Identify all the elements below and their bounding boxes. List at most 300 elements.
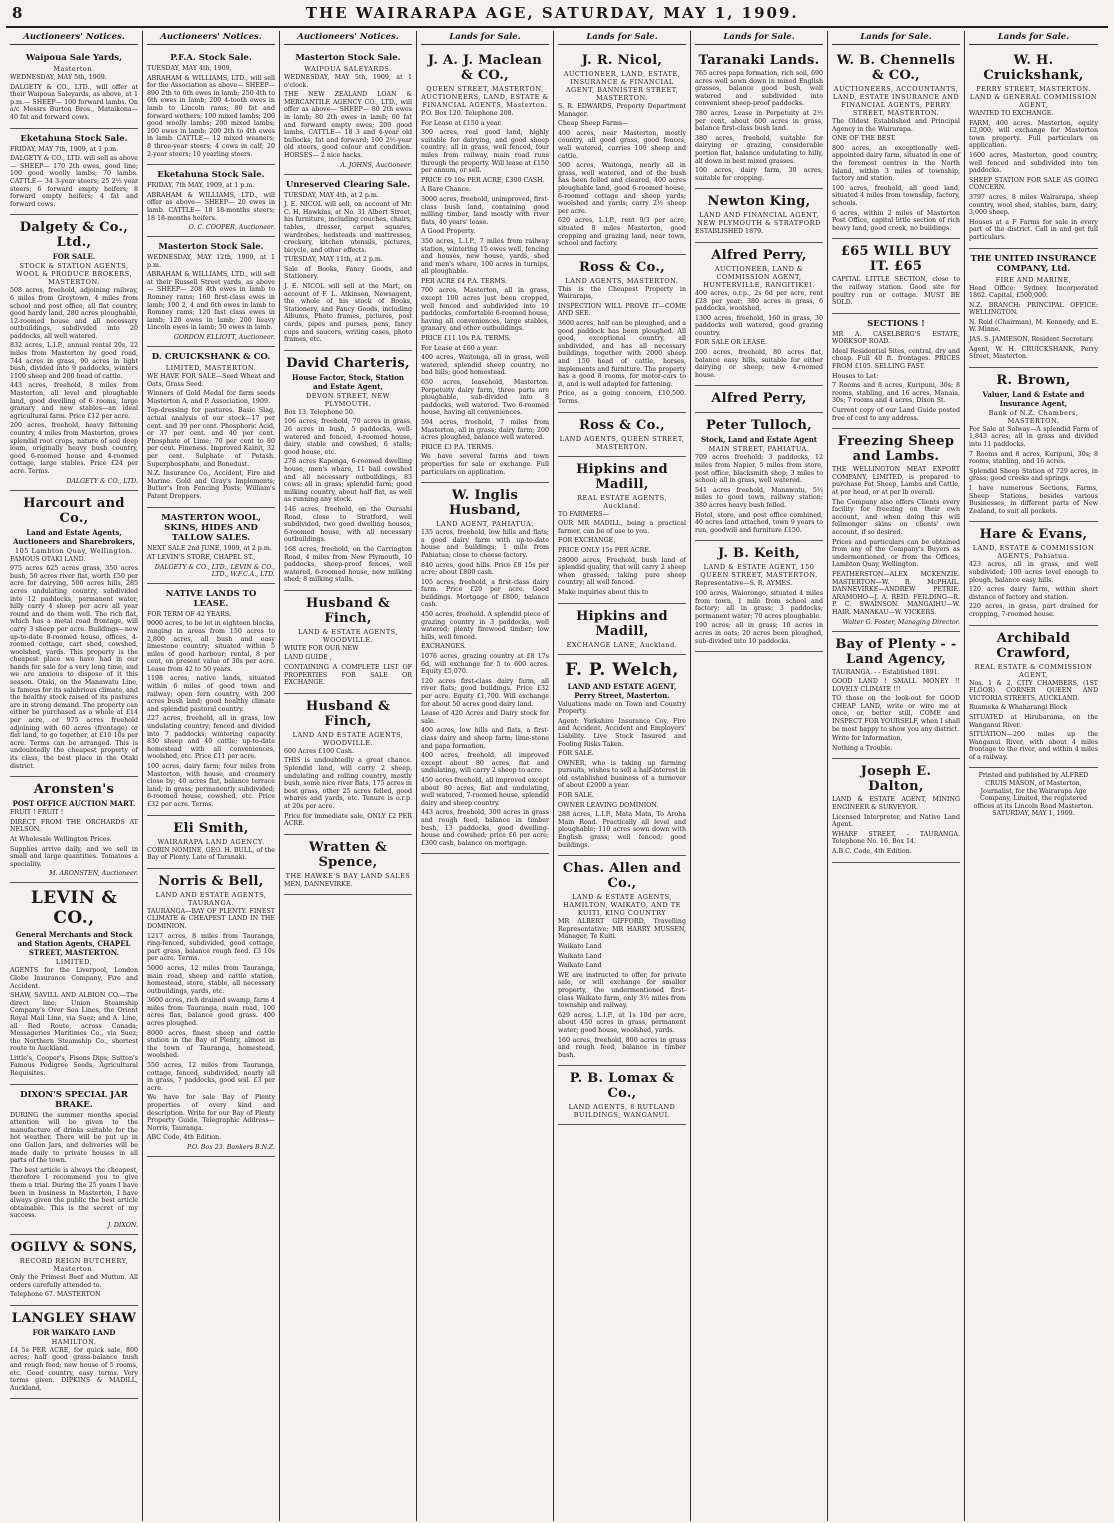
ad-paragraph: TAURANGA. - - Established 1891. xyxy=(832,668,940,676)
advertisement xyxy=(969,368,1098,523)
ad-subtitle: LAND & ESTATE AGENT, 150 QUEEN STREET, MASTERTON. xyxy=(700,563,818,580)
ad-paragraph: 1300 acres, freehold, 160 in grass, 30 paddocks well watered, good grazing country. xyxy=(695,314,823,337)
advertisement xyxy=(147,165,275,237)
ad-paragraph: 120 acres dairy farm, within short distance of factory and station. xyxy=(969,586,1098,601)
ad-paragraph: 800 acres, an exceptionally well-appointed dairy farm, situated in one of the foremost centres in the North Island, within 3 miles of township, factory and station. xyxy=(832,144,960,183)
ad-paragraph: CONTAINING A COMPLETE LIST OF PROPERTIES FOR SALE OR EXCHANGE. xyxy=(284,664,412,687)
ad-paragraph: 120 acres first-class dairy farm, all river flats; good buildings. Price £32 per acre. Equity £1,700. Will exchange for about 50 acres good dairy land. xyxy=(421,677,549,708)
ad-signature: DALGETY & CO., LTD. xyxy=(66,477,138,485)
ad-headline: Ross & Co., xyxy=(578,417,666,433)
ad-paragraph: OUR MR MADILL, being a practical farmer, can be of use to you. xyxy=(558,520,686,535)
ad-paragraph: WEDNESDAY, MAY 5th, 1909, at 1 o'clock. xyxy=(284,74,412,89)
advertisement xyxy=(147,869,275,1157)
ad-subtitle: LAND AND FINANCIAL AGENT, NEW PLYMOUTH & STRATFORD xyxy=(697,211,821,228)
column-2 xyxy=(143,31,280,1521)
ad-paragraph: ABC Code, 4th Edition. xyxy=(147,1134,222,1142)
advertisement xyxy=(695,48,823,189)
ad-paragraph: At Wholesale Wellington Prices. xyxy=(10,835,112,843)
ad-signature: DALGETY & CO., LTD., LEVIN & CO., LTD., W.F.C.A., LTD. xyxy=(154,563,275,578)
ad-paragraph: 975 acres 625 acres grass, 350 acres bush, 50 acres river flat, worth £50 per acre for dairying, 500 acres hills, 285 acres undulating country, subdivided into 12 paddocks, permanent water, hilly carry 4 sheep per acre all year round and do them well. The rich flat, which has a metal road frontage, will carry 3 sheep per acre. Buildings—new up-to-date 8-roomed house, offices, 4-roomed cottage, cart shed, cowshed, woolshed, yards. This property is the cheapest place we have had in our hands for sale for a very long time, and we are anxious to dispose of it this season. Otaki, on the Manawatu Line, is famous for its salubrious climate, and the healthy stock raised of its pastures are in strong demand. The property can either be purchased as a whole at £14 per acre, or 975 acres freehold adjoining with 60 acres (frontage) or flat land, to go together, at £10 10s per acre. Terms can be arranged. This is undoubtedly the cheapest property of its class, the best place in the Otaki district. xyxy=(10,565,138,770)
column-heading: Lands for Sale. xyxy=(421,31,549,45)
advertisement xyxy=(969,626,1098,769)
ad-paragraph: For Lease at £150 a year. xyxy=(421,119,502,127)
ad-heading: DIXON'S SPECIAL JAR BRAKE. xyxy=(20,1089,128,1110)
advertisement xyxy=(284,694,412,835)
ad-paragraph: WE HAVE FOR SALE—Seed Wheat and Oats, Grass Seed. xyxy=(147,373,275,388)
ad-paragraph: LAND GUIDE , xyxy=(284,654,332,662)
ad-paragraph: 105 acres, freehold, a first-class dairy farm. Price £20 per acre. Good buildings. Mortgage of £800, balance cash. xyxy=(421,578,549,609)
ad-paragraph: FRUIT ! FRUIT ! xyxy=(10,809,64,817)
ad-paragraph: WANTED TO EXCHANGE. xyxy=(969,110,1054,117)
page-number: 8 xyxy=(12,4,23,22)
ad-subheading: FOR WAIKATO LAND xyxy=(32,1327,116,1337)
ad-headline: Norris & Bell, xyxy=(158,873,264,889)
ad-paragraph: MR ALBERT GIFFORD, Travelling Representative; MR HARRY MUSSEN, Manager, Te Kuiti. xyxy=(558,918,686,941)
ad-subtitle: WAIRARAPA LAND AGENCY. xyxy=(157,837,265,846)
ad-subtitle: THE HAWKE'S BAY LAND SALES xyxy=(285,871,411,880)
ad-subtitle: LAND AGENTS, MASTERTON. xyxy=(565,276,679,285)
ad-subtitle: AUCTIONEER, LAND & COMMISSION AGENT, HUNTERVILLE, RANGITIKEI. xyxy=(703,264,815,289)
ad-subtitle: LAND & ESTATE AGENTS, HAMILTON, WAIKATO, AND TE KUITI, KING COUNTRY xyxy=(563,893,681,918)
ad-subheading: House Factor, Stock, Station and Estate Agent, xyxy=(292,372,404,391)
ad-headline: Taranaki Lands. xyxy=(698,53,820,68)
advertisement xyxy=(558,413,686,457)
ad-headline: Hipkins and Madill, xyxy=(576,608,668,639)
ad-paragraph: Splendid Sheep Station of 729 acres, in grass; good creeks and springs. xyxy=(969,467,1098,483)
ad-paragraph: 100 acres, dairy farm, 30 acres, suitable for cropping. xyxy=(695,167,823,182)
ad-paragraph: DALGETY & CO., LTD. will sell as above— SHEEP— 170 2th ewes, good line; 100 good woolly lambs; 70 lambs. CATTLE— 34 3-year steers; 25 2½ year steers; 6 forward empty heifers; 8 forward empty heifers; 4 fat and forward cows. xyxy=(10,155,138,208)
ad-subtitle: LAND AGENTS, QUEEN STREET, MASTERTON. xyxy=(559,434,685,451)
advertisement xyxy=(832,632,960,760)
advertisement xyxy=(969,249,1098,368)
ad-headline: W. Inglis Husband, xyxy=(448,488,522,519)
ad-paragraph: 288 acres, L.I.P., Mata Mata, To Aroha Main Road. Practically all level and ploughable; 110 acres sown down with English grass; well fenced; good buildings. xyxy=(558,811,686,849)
ad-paragraph: Waikato Land xyxy=(558,962,602,970)
column-4 xyxy=(417,31,554,1521)
ad-paragraph: A Good Property. xyxy=(421,228,476,236)
advertisement xyxy=(558,1066,686,1125)
ad-subheading: LAND AND ESTATE AGENT, Perry Street, Masterton. xyxy=(567,681,677,700)
ad-paragraph: ABRAHAM & WILLIAMS, LTD., will offer as above— SHEEP— 20 ewes in lamb. CATTLE— 18 18-months steers; 18 18-months heifers. xyxy=(147,191,275,222)
ad-paragraph: Valuations made on Town and Country Property. xyxy=(558,700,686,716)
ad-paragraph: A.B.C. Code, 4th Edition. xyxy=(832,848,912,855)
ad-subtitle: LIMITED, MASTERTON. xyxy=(165,364,257,373)
ad-paragraph: 7 Rooms and 8 acres, Kuripuni, 30s; 8 rooms, stabling, and 16 acres, Manaia, 30s; 7 rooms and 4 acres, Dixon St. xyxy=(832,382,960,405)
ad-paragraph: LAND & ESTATE AGENT, MINING ENGINEER & SURVEYOR. xyxy=(832,796,960,812)
ad-paragraph: 100 acres, freehold, all good land, situated 4 miles from township, factory, schools. xyxy=(832,184,960,207)
ad-paragraph: 168 acres, freehold, on the Carrington Road, 4 miles from New Plymouth, 10 paddocks, sheep-proof fences, well watered, 6-roomed house, new milking shed; 8 milking stalls. xyxy=(284,545,412,584)
ad-paragraph: WRITE FOR OUR NEW xyxy=(284,644,359,652)
ad-paragraph: 380 acres, freehold, suitable for dairying or grazing, considerable portion flat, balance undulating to hilly, all down in best mixed grasses. xyxy=(695,134,823,165)
ad-paragraph: WEDNESDAY, MAY 5th, 1909. xyxy=(10,74,107,81)
ad-paragraph: 400 acres, low hills and flats, a first-class dairy and sheep farm; lime-stone and papa formation. xyxy=(421,727,549,750)
ad-paragraph: 443 acres, freehold, 300 acres in grass and rough feed, balance in timber bush, 13 paddocks, good dwelling-house and cowshed; price £6 per acre; £300 cash, balance on mortgage. xyxy=(421,809,549,847)
ad-paragraph: 3600 acres, half can be ploughed, and a good paddock has been ploughed. All good, exceptional country, all subdivided, and has all necessary buildings, together with 2000 sheep and 150 head of cattle, horses, implements and furniture. The property has a good 8 rooms, for motor-cars to it, and is well adapted for fattening. xyxy=(558,320,686,388)
ad-paragraph: 200 acres, freehold, 80 acres flat, balance easy hills, suitable for either dairying or sheep; new 4-roomed house. xyxy=(695,349,823,379)
ad-headline: Harcourt and Co., xyxy=(23,495,125,526)
ad-paragraph: DURING the summer months special attention will be given to the manufacture of drinks suitable for the hot weather. There will be put up in one Gallon Jars, and deliveries will be made daily to private houses in all parts of the town. xyxy=(10,1111,138,1165)
ad-paragraph: Waikato Land xyxy=(558,943,602,950)
ad-subtitle: RECORD REIGN BUTCHERY, Masterton. xyxy=(19,1256,129,1273)
ad-paragraph: 190 acres; all in grass; 10 acres in acres in oats; 20 acres been ploughed, sub-divided into 10 paddocks. xyxy=(695,622,823,645)
ad-signature: M. ARONSTEN, Auctioneer. xyxy=(49,870,138,878)
advertisement xyxy=(832,314,960,430)
ad-subtitle: FIRE AND MARINE, xyxy=(995,275,1072,284)
ad-headline: LEVIN & CO., xyxy=(30,888,118,929)
ad-paragraph: Cheap Sheep Farms— xyxy=(558,120,629,128)
ad-heading: P.F.A. Stock Sale. xyxy=(170,53,252,63)
ad-paragraph: 1217 acres, 8 miles from Tauranga, ring-fenced, subdivided, good cottage, part grass, balance rough feed. £3 10s per acre. Terms. xyxy=(147,932,275,963)
ad-paragraph: Agent: Yorkshire Insurance Coy. Fire and Accident. Accident and Employers' Liability. Live Stock Insured and Fooling Risks Taken. xyxy=(558,717,686,748)
ad-paragraph: J. E. NICOL will sell at the Mart, on account of F. L. Atkinson, Newsagent, the whole of his stock of Books, Stationery, and Fancy Goods, including Albums, Photo frames, pictures, post cards, pipes and purses, pens, fancy cups and saucers, writing cases, photo frames, etc. xyxy=(284,283,412,344)
ad-heading: SECTIONS ! xyxy=(867,318,925,329)
ad-paragraph: 443 acres, freehold, 8 miles from Masterton, all level and ploughable land, good dwelling of 6 rooms, large granary and new stables—an ideal agricultural farm. Price £12 per acre. xyxy=(10,382,138,420)
advertisement xyxy=(421,48,549,483)
ad-paragraph: 8000 acres, finest sheep and cattle station in the Bay of Plenty, almost in the town of Tauranga, homestead, woolshed. xyxy=(147,1029,275,1060)
ad-paragraph: COBIN NOMINE, GEO. H. BULL, of the Bay of Plenty. Late of Taranaki. xyxy=(147,846,275,862)
ad-paragraph: DIRECT FROM THE ORCHARDS AT NELSON. xyxy=(10,818,138,834)
ad-signature: GORDON ELLIOTT, Auctioneer. xyxy=(173,334,275,342)
ad-paragraph: FEATHERSTON—ALEX MCKENZIE. MASTERTON—W. B. McPHAIL. DANNEVIRKE—ANDREW PETRIE. ARAMOHO—J. A. REID. FEILDING—R. P. C. SWAINSON. MANGAIHU—W. HAIR. MANAKAU—W. VICKERS. xyxy=(832,570,960,616)
ad-paragraph: ESTABLISHED 1879. xyxy=(695,228,764,236)
ad-paragraph: Sale of Books, Fancy Goods, and Stationery. xyxy=(284,265,412,281)
ad-headline: Aronsten's xyxy=(33,782,115,798)
advertisement xyxy=(558,48,686,255)
ad-paragraph: AT LEVIN'S STORE, CHAPEL ST., xyxy=(147,554,256,562)
advertisement xyxy=(10,777,138,883)
ad-paragraph: 500 acres, Waitonga, nearly all in grass, well watered, and of the bush has been felled and cleared, 400 acres ploughable land, good 6-roomed house, 6-roomed cottage and sheep yards; woolshed and yards; carry 2½ sheep per acre. xyxy=(558,162,686,215)
ad-paragraph: 765 acres papa formation, rich soil, 690 acres well sown down in mixed English grasses, balance good bush, well watered and subdivided into convenient sheep-proof paddocks. xyxy=(695,70,823,108)
ad-paragraph: 1076 acres, grazing country at £8 17s 6d, will exchange for 5 to 600 acres. Equity £5,070. xyxy=(421,653,549,676)
advertisement xyxy=(832,48,960,239)
ad-paragraph: MEN, DANNEVIRKE. xyxy=(284,880,353,888)
ad-paragraph: P.O. Box 120. Telephone 208. xyxy=(421,110,514,117)
ad-paragraph: 400 acres, o.r.p., 2s 6d per acre, rent £28 per year; 380 acres in grass, 6 paddocks, woolshed. xyxy=(695,289,823,313)
ad-paragraph: WEDNESDAY, MAY 12th, 1909, at 1 p.m. xyxy=(147,254,275,269)
ad-paragraph: TO those on the look-out for GOOD CHEAP LAND, write or wire me at once, or, better still, COME and INSPECT FOR YOURSELF, when I shall be most happy to show you any district. xyxy=(832,695,960,733)
ad-paragraph: This is the Cheapest Property in Wairarapa, xyxy=(558,285,686,301)
ad-paragraph: The Company also offers Clients every facility for freezing on their own account, and when doing this will fellmonger skins on clients' own account, if so desired. xyxy=(832,498,960,536)
advertisement xyxy=(284,351,412,591)
ad-paragraph: Winners of Gold Medal for farm seeds Masterton A. and P. Association, 1909. xyxy=(147,390,275,405)
ad-heading: NATIVE LANDS TO LEASE. xyxy=(165,588,257,609)
advertisement xyxy=(421,483,549,854)
imprint-footer: Printed and published by ALFRED CRUIS MASON, of Masterton, Journalist, for the Wairarapa Age Company, Limited, the registered offices at its Lincoln Road Masterton. SATURDAY, MAY 1, 1909. xyxy=(973,772,1094,818)
ad-paragraph: THE WELLINGTON MEAT EXPORT COMPANY, LIMITED, is prepared to purchase Fat Sheep, Lambs and Cattle, at per head, or at per lb overall. xyxy=(832,466,960,496)
ad-subtitle: WAIPOUA SALEYARDS. xyxy=(304,65,392,73)
ad-paragraph: 3600 acres, rich drained swamp, farm 4 miles from Tauranga, main road, 100 acres flax, balance good grass. 400 acres ploughed. xyxy=(147,997,275,1028)
ad-paragraph: Price, as a going concern, £10,500. Terms. xyxy=(558,390,686,405)
ad-paragraph: NEXT SALE 2nd JUNE, 1909, at 2 p.m. xyxy=(147,544,272,552)
ad-paragraph: WHARF STREET, - TAURANGA. Telephone No. 16. Box 14. xyxy=(832,830,960,846)
ad-headline: OGILVY & SONS, xyxy=(10,1239,138,1255)
ad-paragraph: 650 acres, leasehold, Masterton. Perpetuity dairy farm, three parts are ploughable, sub-divided into 8 paddocks, well watered. Two 6-roomed house, having all conveniences. xyxy=(421,379,549,417)
ad-subtitle: STOCK & STATION AGENTS, WOOL & PRODUCE BROKERS, MASTERTON. xyxy=(16,262,132,287)
ad-headline: J. B. Keith, xyxy=(717,546,801,562)
ad-paragraph: 400 acres, near Masterton, mostly country, all good grass, good fences, well watered, carries 100 sheep and cattle. xyxy=(558,129,686,160)
ad-paragraph: 541 acres freehold, Manawatu, 5½ miles to good town, railway station; 380 acres heavy bush felled. xyxy=(695,486,823,509)
ad-paragraph: Little's, Cooper's, Fisons Dips; Sutton's Famous Pedigree Seeds, Agricultural Requisites. xyxy=(10,1054,138,1078)
advertisement xyxy=(558,655,686,857)
ad-paragraph: OWNER LEAVING DOMINION. xyxy=(558,801,659,809)
ad-paragraph: 1600 acres, Masterton, good country, well fenced and subdivided into ten paddocks. xyxy=(969,151,1098,175)
ad-headline: P. B. Lomax & Co., xyxy=(569,1071,675,1102)
ad-paragraph: PRICE £9 10s PER ACRE, £300 CASH. xyxy=(421,176,545,184)
ad-paragraph: 6 acres, within 2 miles of Masterton Post Office, capital little section of rich heavy land, good creek, no buildings. xyxy=(832,209,960,232)
ad-paragraph: FOR SALE OR LEASE. xyxy=(695,339,768,347)
column-3 xyxy=(280,31,417,1521)
ad-headline: Chas. Allen and Co., xyxy=(562,861,682,892)
advertisement xyxy=(695,189,823,243)
ad-paragraph: 508 acres, freehold, adjoining railway, 6 miles from Greytown, 4 miles from school and post office, all flat country, good hardy land, 280 acres ploughable, 12-roomed house and all necessary outbuildings, subdivided into 20 paddocks, all well watered. xyxy=(10,287,138,340)
ad-signature: O. C. COOPER, Auctioneer. xyxy=(188,224,275,232)
column-heading: Auctioneers' Notices. xyxy=(147,31,275,45)
ad-paragraph: 9000 acres, to be let in eighteen blocks, ranging in areas from 150 acres to 2,800 acres, all bush and easy limestone country; situated within 5 miles of good harbour; rental, 8 per cent, on present value of 30s per acre. Lease from 42 to 50 years. xyxy=(147,620,275,673)
ad-paragraph: JAS. S. JAMIESON, Resident Secretary. xyxy=(969,336,1094,344)
advertisement xyxy=(695,541,823,652)
ad-paragraph: SITUATED at Hirubarama, on the Wanganui River. xyxy=(969,713,1098,729)
ad-paragraph: AGENTS for the Liverpool, London Globe Insurance Company, Fire and Accident. xyxy=(10,967,138,990)
ad-subtitle: AUCTIONEERS, ACCOUNTANTS, LAND, ESTATE INSURANCE AND FINANCIAL AGENTS, PERRY STREET, MASTERTON. xyxy=(832,85,960,117)
ad-heading: Eketahuna Stock Sale. xyxy=(20,133,128,144)
ad-paragraph: 3797 acres, 8 miles Wairarapa, sheep country, wool shed, stables, barn, dairy, 3,000 sheep. xyxy=(969,193,1098,217)
ad-paragraph: Ruameka & Whaharangi Block xyxy=(969,704,1068,712)
advertisement xyxy=(695,243,823,387)
ad-paragraph: We have for sale Bay of Plenty properties of every kind and description. Write for our Bay of Plenty Property Guide. Telegraphic Address—Norris, Tauranga. xyxy=(147,1094,275,1132)
ad-paragraph: CAPITAL LITTLE SECTION, close to the railway station. Good site for poultry run or cottage. MUST BE SOLD. xyxy=(832,276,960,307)
advertisement xyxy=(832,759,960,862)
ad-paragraph: 200 acres, freehold, heavy fattening country, 4 miles from Masterton, grows splendid root crops, nature of soil deep loam, originally heavy bush country, good 6-roomed house and 4-roomed cottage, large stables. Price £24 per acre. Terms. xyxy=(10,422,138,475)
column-heading: Auctioneers' Notices. xyxy=(284,31,412,45)
advertisement xyxy=(147,48,275,165)
ad-paragraph: PRICE £11 10s P.A. TERMS. xyxy=(421,335,511,343)
column-6 xyxy=(691,31,828,1521)
advertisement xyxy=(284,175,412,351)
ad-paragraph: 620 acres, L.I.P., rent 9/3 per acre, situated 8 miles Masterton, good cropping and grazing land, near town, school and factory. xyxy=(558,217,686,248)
ad-paragraph: Ideal Residential Sites, central, dry and cheap. Full 40 ft. frontages. PRICES FROM £105. SELLING FAST. xyxy=(832,347,960,371)
ad-paragraph: FOR SALE. xyxy=(558,792,594,800)
ad-paragraph: A Rare Chance. xyxy=(421,186,471,194)
ad-subtitle: 105 Lambton Quay, Wellington. xyxy=(15,546,133,555)
ad-paragraph: 594 acres, freehold, 7 miles from Masterton, all in grass; dairy farm; 200 acres ploughed, balance well watered. xyxy=(421,418,549,442)
ad-paragraph: 709 acres freehold; 3 paddocks, 12 miles from Napier, 5 miles from store, post office, blacksmith shop; 3 miles to school; all in grass, well watered. xyxy=(695,454,823,485)
ad-paragraph: 1198 acres, native lands, situated within 6 miles of good town and railway; open fern country, with 200 acres bush land; good healthy climate and splendid pastoral country. xyxy=(147,675,275,713)
ad-paragraph: Write for Information, xyxy=(832,735,903,743)
ad-paragraph: 100 acres, dairy farm; four miles from Masterton, with house, and creamery close by; 40 acres flat, balance terrace land; in grass; permanently subdivided; 6-roomed house, cowshed, etc. Price £32 per acre. Terms. xyxy=(147,763,275,808)
ad-paragraph: THE NEW ZEALAND LOAN & MERCANTILE AGENCY CO., LTD., will offer as above— SHEEP— 80 2th ewes in lamb; 80 2th ewes in lamb; 60 fat and forward empty ewes; 200 good lambs. CATTLE— 18 3 and 4-year old bullocks, fat and forward; 100 2½-year old steers, good colour and condition. HORSES— 2 nice hacks. xyxy=(284,91,412,159)
ad-headline: J. R. Nicol, xyxy=(581,53,663,68)
ad-paragraph: 227 acres, freehold, all in grass, low undulating country; fenced and divided into 7 paddocks; wintering capacity 830 sheep and 40 cattle; up-to-date homestead with all conveniences, woolshed, etc. Price £11 per acre. xyxy=(147,715,275,761)
ad-paragraph: 350 acres, L.I.P., 7 miles from railway station, wintering 15 ewes well, fencing and houses, new house, yards, shed and men's whare, 100 acres in turnips, all ploughable. xyxy=(421,237,549,276)
ad-subtitle: LAND AND ESTATE AGENTS, WOODVILLE. xyxy=(292,730,404,747)
ad-subheading: POST OFFICE AUCTION MART. xyxy=(12,799,136,809)
ad-paragraph: PRICE ONLY 15s PER ACRE. xyxy=(558,546,652,554)
ad-paragraph: N.Z. Insurance Co., Accident, Fire and Marine. Gold and Gray's Implements; Butter's Iron Fencing Posts; William's Patent Droppers. xyxy=(147,470,275,500)
ad-headline: Peter Tulloch, xyxy=(706,418,812,434)
advertisement xyxy=(969,522,1098,625)
advertisement xyxy=(558,255,686,413)
ad-paragraph: 629 acres, L.I.P., at 1s 10d per acre, about 450 acres in grass, permanent water; good house, woolshed, yards. xyxy=(558,1011,686,1034)
ad-paragraph: Make inquiries about this to xyxy=(558,588,649,596)
ad-headline: Hipkins and Madill, xyxy=(576,461,668,492)
ad-headline: Ross & Co., xyxy=(578,259,666,275)
advertisement xyxy=(284,48,412,175)
ad-heading: Unreserved Clearing Sale. xyxy=(285,179,411,190)
ad-headline: W. H. Cruickshank, xyxy=(983,53,1084,83)
ad-paragraph: N. Reid (Chairman), M. Kennedy, and E. W. Minne. xyxy=(969,318,1098,334)
advertisement xyxy=(10,215,138,490)
ad-signature: J. DIXON. xyxy=(107,1221,138,1229)
advertisement xyxy=(10,491,138,778)
advertisement xyxy=(10,1085,138,1235)
ad-paragraph: 400 acres, freehold, all improved except about 80 acres, flat and undulating, will carry 2 sheep to acre. xyxy=(421,752,549,775)
ad-paragraph: FARM, 400 acres. Masterton, equity £2,000; will exchange for Masterton town property. Full particulars on application. xyxy=(969,119,1098,150)
column-5 xyxy=(554,31,691,1521)
ad-paragraph: Licensed Interpreter, and Native Land Agent. xyxy=(832,813,960,829)
ad-headline: Bay of Plenty - - Land Agency, xyxy=(835,636,957,667)
ad-paragraph: For Lease at £60 a year. xyxy=(421,344,498,352)
ad-headline: F. P. Welch, xyxy=(565,659,679,680)
ad-paragraph: 423 acres, all in grass, and well subdivided; 100 acres level enough to plough, balance easy hills. xyxy=(969,561,1098,584)
ad-heading: MASTERTON WOOL, SKINS, HIDES AND TALLOW SALES. xyxy=(161,512,261,543)
ad-paragraph: Only the Primest Beef and Mutton. All orders carefully attended to. xyxy=(10,1273,138,1289)
ad-subtitle: REAL ESTATE AGENTS, Auckland. xyxy=(577,493,667,510)
ad-paragraph: 28000 acres, Freehold, bush land of splendid quality, that will carry 2 sheep when grassed; taking pure sheep country; all well fenced. xyxy=(558,556,686,587)
advertisement xyxy=(284,835,412,896)
ad-signature: Walter G. Foster, Managing Director. xyxy=(842,618,960,626)
ad-paragraph: 840 acres, good hills. Price £8 15s per acre; about £800 cash. xyxy=(421,561,549,577)
column-heading: Auctioneers' Notices. xyxy=(10,31,138,45)
ad-subtitle: QUEEN STREET, MASTERTON, AUCTIONEERS, LAND, ESTATE & FINANCIAL AGENTS, Masterton. xyxy=(421,85,549,109)
ad-signature: P.O. Box 23. Bankers B.N.Z. xyxy=(187,1143,275,1151)
ad-heading: Masterton Stock Sale. xyxy=(295,53,401,63)
columns xyxy=(6,31,1108,1521)
advertisement xyxy=(969,48,1098,249)
ad-paragraph: Agent, W. H. CRUICKSHANK, Perry Street, Masterton. xyxy=(969,345,1098,361)
ad-paragraph: The Oldest Established and Principal Agency in the Wairarapa. xyxy=(832,118,960,133)
ad-paragraph: Price for immediate sale, ONLY £2 PER ACRE. xyxy=(284,812,412,828)
ad-heading: Eketahuna Stock Sale. xyxy=(157,170,265,181)
ad-paragraph: 450 acres, freehold. A splendid piece of grazing country in 3 paddocks, well watered; plenty firewood timber; low hills, well fenced. xyxy=(421,611,549,641)
advertisement xyxy=(147,584,275,816)
ad-paragraph: FAMOUS OTAKI LAND. xyxy=(10,555,86,563)
advertisement xyxy=(558,457,686,604)
ad-paragraph: 450 acres freehold, all improved except about 80 acres, flat and undulating, well watered, 7-roomed house, splendid dairy and sheep country. xyxy=(421,776,549,807)
ad-paragraph: Representative—S. R. AYMES. xyxy=(695,580,793,588)
page-title: THE WAIRARAPA AGE, SATURDAY, MAY 1, 1909. xyxy=(305,4,799,22)
ad-paragraph: 300 acres, real good land, highly suitable for dairying, and good sheep country; all in grass, well fenced, four miles from railway, main road runs through the property. Will lease at £150 per annum, or sell. xyxy=(421,129,549,175)
advertisement xyxy=(147,508,275,584)
advertisement xyxy=(147,347,275,508)
advertisement xyxy=(10,1306,138,1400)
column-heading: Lands for Sale. xyxy=(558,31,686,45)
advertisement xyxy=(695,386,823,413)
ad-paragraph: SHAW, SAVILL AND ALBION CO.—The direct line; Union Steamship Company's Over Sea Lines, the Orient Royal Mail Line, via Suez; and A. Line, all Red Route, across Canada; Messageries Maritimes Co., via Suez; the Northern Steamship Co., shortest route to Auckland. xyxy=(10,992,138,1053)
ad-paragraph: 700 acres, Masterton, all in grass, except 100 acres just been cropped, well fenced and subdivided into 19 paddocks, comfortable 6-roomed house, having all conveniences, large stables, granary, and other outbuildings. xyxy=(421,287,550,333)
ad-paragraph: 106 acres, freehold, 70 acres in grass, 26 acres in bush, 5 paddocks, well-watered and fenced, 4-roomed house, dairy, stable and cowshed, 6 stalls; good house, etc. xyxy=(284,418,412,456)
ad-paragraph: 550 acres, 12 miles from Tauranga, cottage, fenced, subdivided, nearly all in grass, 7 paddocks, good soil. £3 per acre. xyxy=(147,1062,275,1092)
ad-headline: R. Brown, xyxy=(996,372,1071,388)
ad-subtitle: DEVON STREET, NEW PLYMOUTH. xyxy=(306,391,390,408)
advertisement xyxy=(284,591,412,694)
advertisement xyxy=(832,239,960,313)
ad-heading: Masterton Stock Sale. xyxy=(158,242,264,253)
column-heading: Lands for Sale. xyxy=(832,31,960,45)
ad-subtitle: REAL ESTATE & COMMISSION AGENT, xyxy=(974,662,1093,679)
ad-headline: Husband & Finch, xyxy=(305,698,391,729)
ad-paragraph: Waikato Land xyxy=(558,952,602,960)
ad-subheading: General Merchants and Stock and Station Agents, CHAPEL STREET, MASTERTON. xyxy=(15,930,133,958)
ad-headline: Eli Smith, xyxy=(173,820,249,836)
ad-paragraph: The best article is always the cheapest, therefore I recommend you to give them a trial. During the 25 years I have been in business in Masterton, I have always given the public the best article obtainable. This is the secret of my success. xyxy=(10,1166,138,1220)
ad-paragraph: 3000 acres, freehold, unimproved, first-class bush land, containing good milling timber, land mostly with river flats, 40 years' lease. xyxy=(421,195,549,226)
advertisement xyxy=(147,816,275,869)
ad-subheading: Land and Estate Agents, Auctioneers and Sharebrokers, xyxy=(13,527,135,546)
ad-heading: THE UNITED INSURANCE COMPANY, Ltd. xyxy=(970,253,1097,274)
ad-subtitle: PERRY STREET, MASTERTON. LAND & GENERAL COMMISSION AGENT, xyxy=(969,85,1098,109)
ad-paragraph: ABRAHAM & WILLIAMS, LTD., will sell for the Association as above— SHEEP— 890 2th to 6th ewes in lamb; 250 4th to 6th ewes in lamb; 200 4-tooth ewes in lamb to Lincoln rams; 80 fat and forward wethers; 100 mixed lambs; 200 good woolly lambs; 200 mixed lambs; 200 ewes in lamb; 200 2th to 4th ewes in lamb. CATTLE— 12 mixed weaners; 8 three-year steers; 4 cows in calf; 20 2-year steers; 10 yearling steers. xyxy=(147,74,275,158)
advertisement xyxy=(10,48,138,129)
ad-headline: Joseph E. Dalton, xyxy=(860,764,932,795)
ad-paragraph: SITUATION—200 miles up the Wanganui River, with about 4 miles frontage to the river, and within 4 miles of a railway. xyxy=(969,731,1098,761)
ad-paragraph: SHEEP STATION FOR SALE AS GOING CONCERN. xyxy=(969,176,1098,192)
ad-paragraph: Nos. 1 & 2, CITY CHAMBERS, (1ST FLOOR) CORNER QUEEN AND VICTORIA STREETS, AUCKLAND. xyxy=(969,679,1098,702)
ad-paragraph: TO FARMERS— xyxy=(558,510,609,518)
advertisement xyxy=(832,429,960,631)
ad-paragraph: Prices and particulars can be obtained from any of the Company's Buyers as undermentioned, or from the Offices, Lambton Quay, Wellington. xyxy=(832,538,960,569)
ad-paragraph: 5000 acres, 12 miles from Tauranga, main road, sheep and cattle station, homestead, store, stable, all necessary outbuildings, yards, etc. xyxy=(147,964,275,995)
ad-subtitle: MAIN STREET, PAHIATUA. xyxy=(708,445,810,454)
ad-paragraph: Houses at a F Farms for sale in every part of the district. Call in and get full particulars. xyxy=(969,218,1098,241)
ad-paragraph: 832 acres, L.I.P., annual rental 20s, 22 miles from Masterton by good road, 744 acres in grass, 90 acres in light bush, divided into 9 paddocks, winters 1100 sheep and 200 head of cattle. xyxy=(10,342,138,380)
ad-headline: J. A. J. Maclean & CO., xyxy=(427,53,543,83)
column-7 xyxy=(828,31,965,1521)
ad-paragraph: ABRAHAM & WILLIAMS, LTD., will sell at their Russell Street yards, as above— SHEEP— 208 4th ewes in lamb to Romney rams; 160 first-class ewes in lamb; 100 2, 4 and 6th ewes in lamb to Romney rams; 120 fast class ewes in lamb; 120 ewes in lamb; 200 heavy Lincoln ewes in lamb; 50 ewes in lamb. xyxy=(147,271,275,332)
ad-headline: LANGLEY SHAW xyxy=(11,1310,137,1326)
ad-paragraph: FOR EXCHANGE. xyxy=(558,537,616,545)
ad-headline: Wratten & Spence, xyxy=(309,839,387,870)
ad-paragraph: Current copy of our Land Guide posted free of cost to any address. xyxy=(832,407,960,422)
ad-heading: D. CRUICKSHANK & CO. xyxy=(151,352,271,363)
ad-subtitle: LAND, ESTATE & COMMISSION AGENTS, Pahiatua. xyxy=(972,544,1095,561)
ad-subtitle: HAMILTON. xyxy=(51,1337,97,1346)
ad-paragraph: £4 5s PER ACRE, for quick sale, 800 acres; half good grass-balance bush and rough feed; new house of 5 rooms, etc. Good country, easy terms. Very terms given. DIPKINS & MADILL, Auckland. xyxy=(10,1346,138,1392)
advertisement xyxy=(695,413,823,541)
ad-paragraph: Nothing a Trouble. xyxy=(832,744,893,752)
ad-subtitle: LIMITED, xyxy=(55,958,93,967)
column-8 xyxy=(965,31,1102,1521)
ad-headline: Freezing Sheep and Lambs. xyxy=(837,434,955,465)
ad-headline: W. B. Chennells & CO., xyxy=(836,53,956,83)
ad-paragraph: DALGETY & CO., LTD., will offer at their Waipoua Saleyards, as above, at 1 p.m.— SHEEP— 100 forward lambs. On a/c Messrs Burton Bros., Mataikona— 40 fat and forward cows. xyxy=(10,83,138,121)
ad-paragraph: N.Z. BRANCH: PRINCIPAL OFFICE: WELLINGTON. xyxy=(969,301,1098,317)
ad-paragraph: S. R. EDWARDS, Property Department Manager. xyxy=(558,103,686,118)
ad-heading: Waipoua Sale Yards, xyxy=(25,53,123,63)
ad-paragraph: 400 acres, Waitonga, all in grass, well watered, splendid sheep country, no bad hills; good homestead. xyxy=(421,354,549,377)
ad-paragraph: 600 Acres £100 Cash. xyxy=(284,747,354,755)
ad-paragraph: TUESDAY, MAY 4th, at 2 p.m. xyxy=(284,191,379,199)
ad-subtitle: EXCHANGE LANE, Auckland. xyxy=(566,640,678,649)
ad-paragraph: 7 Rooms and 8 acres, Kuripuni, 30s; 8 rooms, stabling, and 16 acres. xyxy=(969,450,1098,466)
ad-paragraph: PER ACRE £4 P.A. TERMS. xyxy=(421,277,507,285)
ad-subtitle: LAND AGENT, PAHIATUA. xyxy=(436,520,534,529)
ad-headline: £65 WILL BUY IT. £65 xyxy=(840,244,952,275)
ad-paragraph: Hotel, store, and post office combined, 40 acres land attached, town 9 years to run, goodwill and furniture £150. xyxy=(695,511,823,534)
ad-paragraph: Telephone 67. MASTERTON xyxy=(10,1291,101,1299)
column-1 xyxy=(6,31,143,1521)
ad-paragraph: GOOD LAND ! SMALL MONEY !! LOVELY CLIMATE !!! xyxy=(832,678,960,693)
ad-subheading: Valuer, Land & Estate and Insurance Agent, xyxy=(982,389,1085,408)
